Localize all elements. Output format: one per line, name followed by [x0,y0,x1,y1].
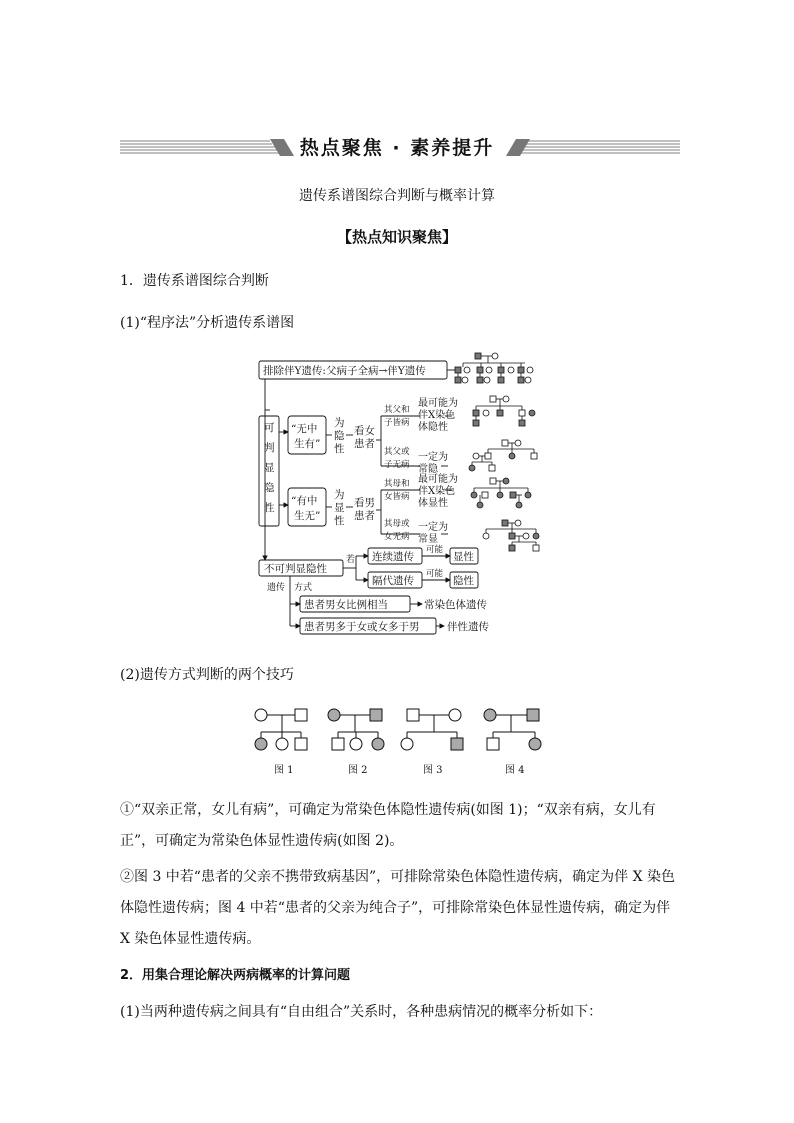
paragraph-free-combination: (1)当两种遗传病之间具有“自由组合”关系时，各种患病情况的概率分析如下： [120,1004,603,1020]
flow-yichuan: 遗传 [267,583,286,593]
paragraph-tip-2: ②图 3 中若“患者的父亲不携带致病基因”，可排除常染色体隐性遗传病，确定为伴 X 染色体隐性遗传病；图 4 中若“患者的父亲为纯合子”，可排除常染色体显性遗传病，确定为伴 X 染色体显性遗传病。 [120,869,675,947]
figure-3-label: 图 3 [423,765,443,776]
flow-wzsy-1: “无中 [291,423,318,435]
flow-can-judge-2: 判 [264,442,275,454]
flow-continuous: 连续遗传 [372,551,414,563]
flow-yzsw-1: “有中 [291,495,318,507]
flow-see-female-2: 患者 [354,438,375,450]
flow-can-judge-1: 可 [264,422,275,434]
flow-rec-1: 为 [334,417,345,429]
subheading-tips: (2)遗传方式判断的两个技巧 [120,667,294,683]
flow-autosomal: 常染色体遗传 [424,599,487,611]
flow-d1-result-1: 最可能为 [418,474,458,485]
flow-dom-1: 为 [334,489,345,501]
flow-d2-result-2: 常显 [418,534,438,545]
flow-r1-result-1: 最可能为 [418,398,458,409]
flow-r1-result-2: 伴X染色 [418,410,456,421]
flow-r2-cond-1: 其父或 [384,447,410,457]
flow-yzsw-2: 生无” [294,510,321,522]
flow-wzsy-2: 生有” [294,438,321,450]
flow-d1-result-3: 体显性 [418,498,448,509]
flow-r2-result-1: 一定为 [418,452,448,463]
flow-d2-cond-1: 其母或 [384,519,410,529]
flow-can-judge-3: 显 [264,462,275,474]
pedigree-figures [240,700,560,780]
flow-can-judge-4: 隐 [264,482,275,494]
flow-d1-cond-2: 女皆病 [384,492,410,502]
flow-top-box: 排除伴Y遗传:父病子全病→伴Y遗传 [263,365,426,377]
flow-sex-linked: 伴性遗传 [447,621,489,633]
flow-r2-result-2: 常隐 [418,464,438,475]
flow-d2-result-1: 一定为 [418,522,448,533]
figure-2-label: 图 2 [348,765,368,776]
flow-r2-cond-2: 子无病 [384,460,410,470]
flow-keneng-1: 可能 [426,545,444,555]
flow-d1-result-2: 伴X染色 [418,486,456,497]
flow-equal-ratio: 患者男女比例相当 [304,599,388,611]
flow-rec-3: 性 [334,443,345,455]
flow-dom-3: 性 [334,515,345,527]
section-title: 【热点知识聚焦】 [336,228,457,246]
paragraph-tip-1: ①“双亲正常，女儿有病”，可确定为常染色体隐性遗传病(如图 1)；“双亲有病，女儿有正”，可确定为常染色体显性遗传病(如图 2)。 [120,802,656,849]
flow-r1-result-3: 体隐性 [418,422,448,433]
pedigree-flowchart [250,350,550,640]
banner-title: 热点聚焦 · 素养提升 [299,137,495,159]
flow-see-male-2: 患者 [354,510,375,522]
flow-rec-2: 隐 [334,430,345,442]
flow-d1-cond-1: 其母和 [384,479,410,489]
flow-r1-cond-1: 其父和 [384,405,410,415]
flow-cannot-judge: 不可判显隐性 [264,563,327,575]
heading-1: 1．遗传系谱图综合判断 [120,273,269,289]
figure-1-label: 图 1 [274,765,294,776]
subheading-procedure: (1)“程序法”分析遗传系谱图 [120,315,295,331]
flow-skip: 隔代遗传 [372,575,414,587]
flow-d2-cond-2: 女无病 [384,532,410,542]
flow-dominant-short: 显性 [453,551,474,563]
figure-4-label: 图 4 [505,765,525,776]
heading-2: 2．用集合理论解决两病概率的计算问题 [120,968,351,983]
flow-keneng-2: 可能 [426,569,444,579]
flow-see-female-1: 看女 [354,425,375,437]
flow-unequal-ratio: 患者男多于女或女多于男 [304,621,420,633]
flow-can-judge-5: 性 [264,502,275,514]
flow-see-male-1: 看男 [354,497,375,509]
flow-ruo: 若 [346,555,356,565]
flow-dom-2: 显 [334,502,345,514]
flow-recessive-short: 隐性 [453,575,474,587]
topic-subtitle: 遗传系谱图综合判断与概率计算 [299,188,495,204]
flow-r1-cond-2: 子皆病 [384,418,410,428]
flow-fangshi: 方式 [294,583,313,593]
